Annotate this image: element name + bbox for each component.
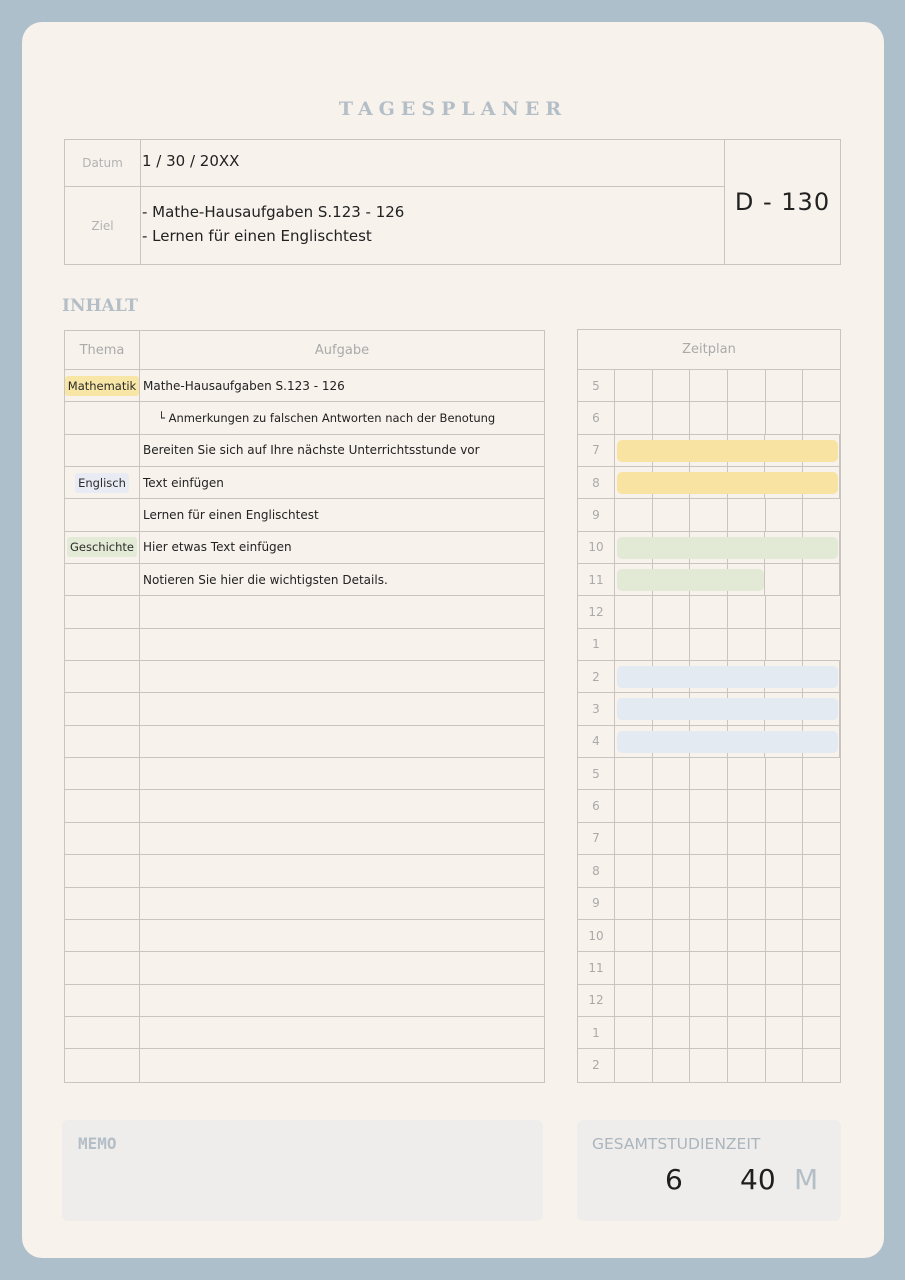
- page-title: TAGESPLANER: [338, 98, 568, 120]
- task-cell[interactable]: [140, 758, 544, 789]
- table-row: [65, 564, 544, 596]
- subject-cell[interactable]: [65, 1049, 140, 1081]
- schedule-cell[interactable]: [728, 1017, 766, 1048]
- schedule-row: [578, 370, 840, 402]
- task-cell[interactable]: Text einfügen: [143, 475, 224, 490]
- schedule-cell[interactable]: [728, 402, 766, 433]
- hour-label: 6: [578, 790, 615, 821]
- schedule-row: [578, 985, 840, 1017]
- schedule-cell[interactable]: [803, 855, 840, 886]
- subject-cell[interactable]: [65, 726, 140, 757]
- schedule-cell[interactable]: [803, 888, 840, 919]
- schedule-cell[interactable]: [653, 823, 691, 854]
- subject-cell[interactable]: [65, 564, 140, 595]
- schedule-cell[interactable]: [728, 596, 766, 627]
- task-cell[interactable]: [140, 920, 544, 951]
- schedule-cell[interactable]: [615, 790, 653, 821]
- schedule-cell[interactable]: [653, 1049, 691, 1081]
- schedule-cell[interactable]: [766, 823, 804, 854]
- table-row: [65, 920, 544, 952]
- subject-cell[interactable]: [65, 1017, 140, 1048]
- hour-label: 3: [578, 693, 615, 724]
- table-row: [65, 823, 544, 855]
- schedule-cell[interactable]: [766, 596, 804, 627]
- subject-cell[interactable]: [65, 952, 140, 983]
- subject-cell[interactable]: [65, 467, 140, 498]
- schedule-cell[interactable]: [803, 596, 840, 627]
- goal-line-1[interactable]: - Mathe-Hausaufgaben S.123 - 126: [142, 203, 405, 221]
- schedule-cell[interactable]: [766, 920, 804, 951]
- schedule-row: [578, 596, 840, 628]
- hour-label: 8: [578, 467, 615, 498]
- schedule-cell[interactable]: [653, 1017, 691, 1048]
- schedule-cell[interactable]: [728, 499, 766, 530]
- subject-cell[interactable]: [65, 920, 140, 951]
- total-study-time: [577, 1120, 841, 1221]
- schedule-cell[interactable]: [766, 370, 804, 401]
- hour-label: 11: [578, 952, 615, 983]
- time-block: [617, 440, 838, 462]
- memo-label: MEMO: [78, 1134, 117, 1153]
- table-row: [65, 726, 544, 758]
- subject-cell[interactable]: [65, 435, 140, 466]
- table-row: [65, 499, 544, 531]
- schedule-cell[interactable]: [803, 1017, 840, 1048]
- subject-cell[interactable]: [65, 855, 140, 886]
- planner-sheet: [22, 22, 884, 1258]
- subject-cell[interactable]: [65, 758, 140, 789]
- schedule-cell[interactable]: [766, 1049, 804, 1081]
- task-cell[interactable]: Notieren Sie hier die wichtigsten Details.: [143, 572, 388, 587]
- table-row: [65, 629, 544, 661]
- schedule-cell[interactable]: [653, 758, 691, 789]
- subject-cell[interactable]: [65, 596, 140, 627]
- subject-cell[interactable]: [65, 693, 140, 724]
- schedule-cell[interactable]: [803, 758, 840, 789]
- task-cell[interactable]: [140, 985, 544, 1016]
- date-label: Datum: [65, 140, 141, 186]
- schedule-cell[interactable]: [615, 1017, 653, 1048]
- table-header: [65, 331, 544, 370]
- hour-label: 2: [578, 661, 615, 692]
- hour-label: 1: [578, 629, 615, 660]
- task-cell[interactable]: [140, 952, 544, 983]
- subject-cell[interactable]: [65, 629, 140, 660]
- table-row: [65, 758, 544, 790]
- table-row: [65, 790, 544, 822]
- section-label: INHALT: [62, 296, 138, 316]
- schedule-cell[interactable]: [653, 402, 691, 433]
- schedule-cell[interactable]: [615, 952, 653, 983]
- schedule-cell[interactable]: [653, 920, 691, 951]
- table-row: [65, 435, 544, 467]
- subject-tag: Englisch: [75, 473, 129, 493]
- subject-cell[interactable]: [65, 888, 140, 919]
- schedule-row: [578, 1049, 840, 1081]
- total-hours[interactable]: 6: [665, 1163, 683, 1196]
- task-cell[interactable]: [140, 790, 544, 821]
- task-cell[interactable]: [140, 1017, 544, 1048]
- hour-label: 4: [578, 726, 615, 757]
- hour-label: 11: [578, 564, 615, 595]
- schedule-cell[interactable]: [615, 370, 653, 401]
- schedule-header: Zeitplan: [578, 330, 840, 370]
- schedule-cell[interactable]: [690, 952, 728, 983]
- schedule-row: [578, 823, 840, 855]
- schedule-row: [578, 499, 840, 531]
- total-label: GESAMTSTUDIENZEIT: [592, 1135, 761, 1153]
- schedule-cell[interactable]: [728, 985, 766, 1016]
- schedule-cell[interactable]: [690, 758, 728, 789]
- schedule-cell[interactable]: [653, 985, 691, 1016]
- schedule-cell[interactable]: [653, 855, 691, 886]
- hour-label: 9: [578, 499, 615, 530]
- schedule-cell[interactable]: [728, 920, 766, 951]
- hour-label: 7: [578, 823, 615, 854]
- table-row: [65, 952, 544, 984]
- table-row: [65, 467, 544, 499]
- schedule-cell[interactable]: [803, 499, 840, 530]
- time-block: [617, 731, 838, 753]
- subject-tag: Mathematik: [65, 376, 139, 396]
- subject-column-header: Thema: [65, 331, 140, 369]
- schedule-cell[interactable]: [615, 596, 653, 627]
- schedule-cell[interactable]: [690, 499, 728, 530]
- schedule-row: [578, 661, 840, 693]
- schedule-cell[interactable]: [615, 1049, 653, 1081]
- schedule-cell[interactable]: [690, 629, 728, 660]
- schedule-cell[interactable]: [803, 1049, 840, 1081]
- task-cell[interactable]: Lernen für einen Englischtest: [143, 508, 319, 523]
- schedule-cell[interactable]: [690, 985, 728, 1016]
- schedule-cell[interactable]: [766, 402, 804, 433]
- schedule-cell[interactable]: [653, 370, 691, 401]
- time-block: [617, 666, 838, 688]
- schedule-cell[interactable]: [728, 888, 766, 919]
- schedule-row: [578, 855, 840, 887]
- schedule-row: [578, 435, 840, 467]
- schedule-row: [578, 1017, 840, 1049]
- schedule-cell[interactable]: [615, 402, 653, 433]
- memo-box[interactable]: [62, 1120, 543, 1221]
- header-box: [64, 139, 841, 265]
- schedule-cell[interactable]: [766, 855, 804, 886]
- goal-label: Ziel: [65, 187, 141, 265]
- date-field[interactable]: 1 / 30 / 20XX: [142, 152, 240, 170]
- schedule-cell[interactable]: [653, 790, 691, 821]
- schedule-row: [578, 726, 840, 758]
- schedule-cell[interactable]: [653, 596, 691, 627]
- schedule-cell[interactable]: [766, 888, 804, 919]
- hour-label: 8: [578, 855, 615, 886]
- subject-cell[interactable]: [65, 499, 140, 530]
- schedule-row: [578, 920, 840, 952]
- goal-line-2[interactable]: - Lernen für einen Englischtest: [142, 227, 372, 245]
- table-row: [65, 1049, 544, 1081]
- schedule-cell[interactable]: [803, 920, 840, 951]
- subject-cell[interactable]: [65, 370, 140, 401]
- schedule-row: [578, 629, 840, 661]
- table-row: [65, 596, 544, 628]
- table-row: [65, 370, 544, 402]
- schedule-cell[interactable]: [803, 790, 840, 821]
- hour-label: 7: [578, 435, 615, 466]
- schedule-row: [578, 758, 840, 790]
- schedule-cell[interactable]: [728, 823, 766, 854]
- hour-label: 10: [578, 920, 615, 951]
- schedule-cell[interactable]: [653, 952, 691, 983]
- table-row: [65, 661, 544, 693]
- schedule-cell[interactable]: [690, 596, 728, 627]
- schedule-cell[interactable]: [803, 952, 840, 983]
- schedule-cell[interactable]: [615, 855, 653, 886]
- table-row: [65, 888, 544, 920]
- schedule-cell[interactable]: [690, 823, 728, 854]
- hour-label: 9: [578, 888, 615, 919]
- schedule-cell[interactable]: [690, 855, 728, 886]
- task-cell[interactable]: [140, 855, 544, 886]
- task-cell[interactable]: [140, 823, 544, 854]
- subject-cell[interactable]: [65, 402, 140, 433]
- schedule-row: [578, 402, 840, 434]
- schedule-cell[interactable]: [653, 629, 691, 660]
- schedule-cell[interactable]: [690, 1017, 728, 1048]
- schedule-cell[interactable]: [766, 629, 804, 660]
- schedule-row: [578, 790, 840, 822]
- total-minutes[interactable]: 40: [740, 1163, 776, 1196]
- schedule-row: [578, 564, 840, 596]
- table-row: [65, 855, 544, 887]
- schedule-cell[interactable]: [615, 499, 653, 530]
- schedule-row: [578, 888, 840, 920]
- schedule-cell[interactable]: [615, 888, 653, 919]
- schedule-cell[interactable]: [690, 1049, 728, 1081]
- task-cell[interactable]: [140, 726, 544, 757]
- schedule-cell[interactable]: [766, 952, 804, 983]
- schedule-cell[interactable]: [803, 402, 840, 433]
- schedule-cell[interactable]: [728, 855, 766, 886]
- schedule-cell[interactable]: [803, 370, 840, 401]
- schedule-cell[interactable]: [766, 1017, 804, 1048]
- schedule-cell[interactable]: [728, 1049, 766, 1081]
- subject-cell[interactable]: [65, 985, 140, 1016]
- schedule-cell[interactable]: [690, 888, 728, 919]
- task-cell[interactable]: [140, 888, 544, 919]
- schedule-cell[interactable]: [803, 629, 840, 660]
- schedule-cell[interactable]: [728, 790, 766, 821]
- schedule-cell[interactable]: [728, 629, 766, 660]
- task-cell[interactable]: └ Anmerkungen zu falschen Antworten nach der Benotung: [158, 411, 496, 426]
- task-cell[interactable]: [140, 1049, 544, 1081]
- task-cell[interactable]: Hier etwas Text einfügen: [143, 540, 292, 555]
- hour-label: 10: [578, 532, 615, 563]
- schedule-cell[interactable]: [690, 790, 728, 821]
- schedule-cell[interactable]: [728, 370, 766, 401]
- time-block: [617, 537, 838, 559]
- time-block: [617, 472, 838, 494]
- schedule-row: [578, 952, 840, 984]
- hour-label: 12: [578, 596, 615, 627]
- schedule-cell[interactable]: [728, 952, 766, 983]
- table-row: [65, 532, 544, 564]
- schedule-cell[interactable]: [803, 823, 840, 854]
- schedule-cell[interactable]: [766, 790, 804, 821]
- time-block: [617, 569, 764, 591]
- schedule-cell[interactable]: [615, 823, 653, 854]
- schedule-cell[interactable]: [615, 920, 653, 951]
- schedule-cell[interactable]: [615, 758, 653, 789]
- table-row: [65, 985, 544, 1017]
- schedule-cell[interactable]: [690, 402, 728, 433]
- schedule-cell[interactable]: [728, 758, 766, 789]
- task-cell[interactable]: Mathe-Hausaufgaben S.123 - 126: [143, 378, 345, 393]
- schedule-cell[interactable]: [690, 920, 728, 951]
- schedule-cell[interactable]: [615, 629, 653, 660]
- hour-label: 5: [578, 758, 615, 789]
- total-unit: M: [794, 1163, 819, 1196]
- hour-label: 2: [578, 1049, 615, 1081]
- hour-label: 1: [578, 1017, 615, 1048]
- time-block: [617, 698, 838, 720]
- schedule-cell[interactable]: [803, 564, 841, 595]
- task-cell[interactable]: Bereiten Sie sich auf Ihre nächste Unterrichtsstunde vor: [143, 443, 480, 458]
- schedule-grid: [577, 329, 841, 1083]
- task-cell[interactable]: [140, 596, 544, 627]
- subject-cell[interactable]: [65, 790, 140, 821]
- schedule-cell[interactable]: [653, 888, 691, 919]
- schedule-cell[interactable]: [690, 370, 728, 401]
- schedule-cell[interactable]: [766, 758, 804, 789]
- subject-cell[interactable]: [65, 823, 140, 854]
- table-row: [65, 693, 544, 725]
- task-cell[interactable]: [140, 661, 544, 692]
- schedule-cell[interactable]: [615, 985, 653, 1016]
- table-row: [65, 1017, 544, 1049]
- header-divider: [65, 186, 725, 187]
- task-column-header: Aufgabe: [314, 342, 370, 358]
- schedule-cell[interactable]: [803, 985, 840, 1016]
- subject-tag: Geschichte: [67, 537, 137, 557]
- schedule-row: [578, 467, 840, 499]
- schedule-cell[interactable]: [766, 985, 804, 1016]
- countdown: D - 130: [734, 188, 831, 216]
- hour-label: 5: [578, 370, 615, 401]
- subject-cell[interactable]: [65, 661, 140, 692]
- schedule-cell[interactable]: [765, 564, 803, 595]
- hour-label: 6: [578, 402, 615, 433]
- schedule-cell[interactable]: [766, 499, 804, 530]
- hour-label: 12: [578, 985, 615, 1016]
- schedule-cell[interactable]: [653, 499, 691, 530]
- subject-cell[interactable]: [65, 532, 140, 563]
- schedule-row: [578, 532, 840, 564]
- task-cell[interactable]: [140, 629, 544, 660]
- schedule-row: [578, 693, 840, 725]
- table-row: [65, 402, 544, 434]
- task-cell[interactable]: [140, 693, 544, 724]
- task-table: [64, 330, 545, 1083]
